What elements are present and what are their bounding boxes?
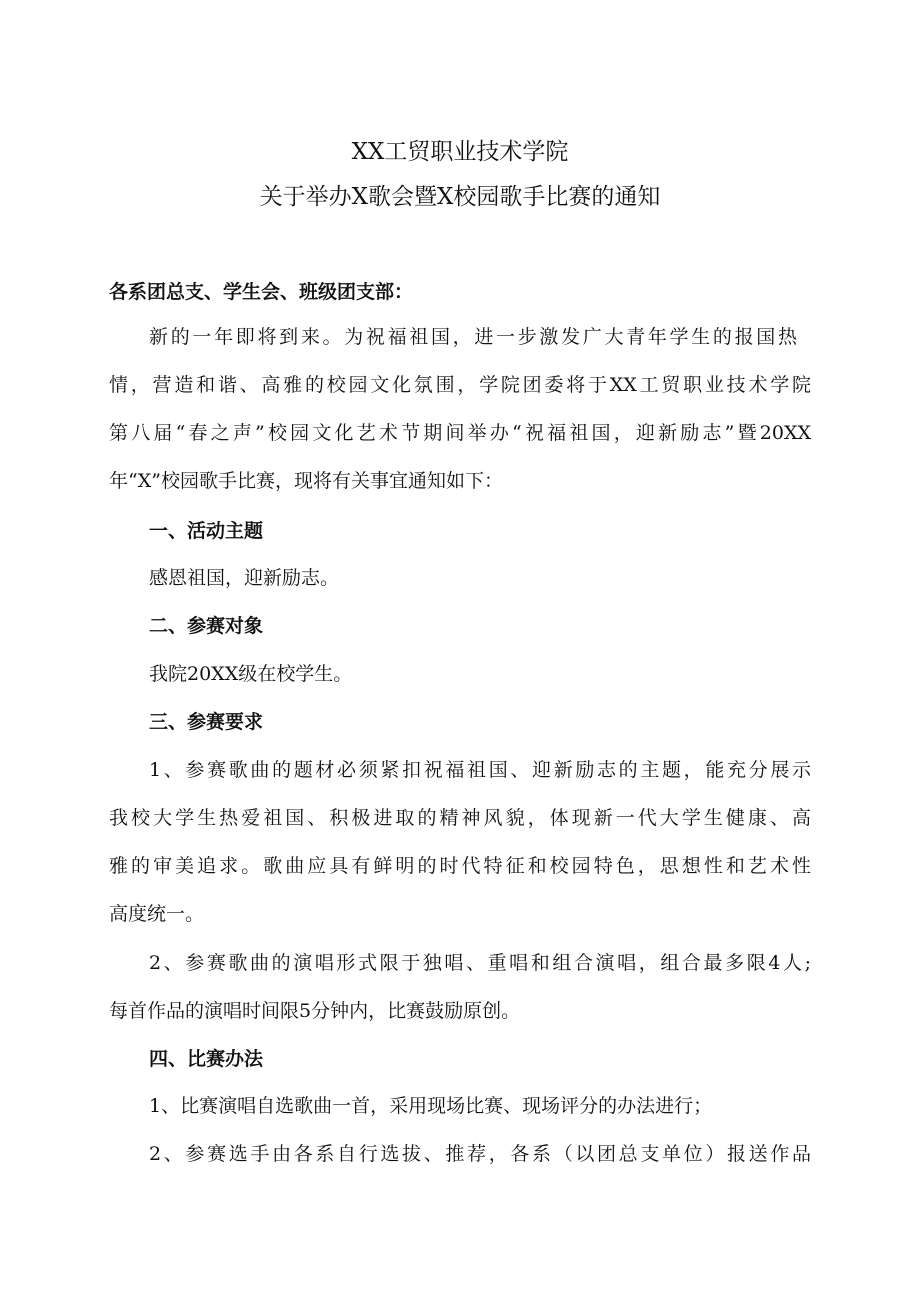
section-2-body: 我院20XX级在校学生。 xyxy=(149,663,353,685)
intro-line-1: 新的一年即将到来。为祝福祖国，进一步激发广大青年学生的报国热 xyxy=(149,326,797,348)
section-3-para-2-line-2: 每首作品的演唱时间限5分钟内，比赛鼓励原创。 xyxy=(109,1000,521,1022)
document-title-institution: XX工贸职业技术学院 xyxy=(351,139,569,165)
intro-line-2: 情，营造和谐、高雅的校园文化氛围，学院团委将于XX工贸职业技术学院 xyxy=(109,374,811,396)
section-3-heading: 三、参赛要求 xyxy=(149,711,264,733)
salutation: 各系团总支、学生会、班级团支部： xyxy=(109,281,414,303)
section-1-body: 感恩祖国，迎新励志。 xyxy=(149,567,340,589)
section-4-para-2: 2、参赛选手由各系自行选拔、推荐，各系（以团总支单位）报送作品 xyxy=(149,1143,811,1165)
section-2-heading: 二、参赛对象 xyxy=(149,615,264,637)
document-title-notice: 关于举办X歌会暨X校园歌手比赛的通知 xyxy=(259,184,661,210)
section-3-para-1-line-3: 雅的审美追求。歌曲应具有鲜明的时代特征和校园特色，思想性和艺术性 xyxy=(109,855,811,877)
section-1-heading: 一、活动主题 xyxy=(149,520,264,542)
section-3-para-2-line-1: 2、参赛歌曲的演唱形式限于独唱、重唱和组合演唱，组合最多限4人; xyxy=(149,952,811,974)
section-4-para-1: 1、比赛演唱自选歌曲一首，采用现场比赛、现场评分的办法进行； xyxy=(149,1095,713,1117)
section-3-para-1-line-4: 高度统一。 xyxy=(109,903,205,925)
section-4-heading: 四、比赛办法 xyxy=(149,1048,264,1070)
section-3-para-1-line-1: 1、参赛歌曲的题材必须紧扣祝福祖国、迎新励志的主题，能充分展示 xyxy=(149,759,811,781)
section-3-para-1-line-2: 我校大学生热爱祖国、积极进取的精神风貌，体现新一代大学生健康、高 xyxy=(109,807,811,829)
intro-line-4: 年“X”校园歌手比赛，现将有关事宜通知如下： xyxy=(109,470,503,492)
intro-line-3: 第八届“春之声”校园文化艺术节期间举办“祝福祖国，迎新励志”暨20XX xyxy=(109,422,811,444)
